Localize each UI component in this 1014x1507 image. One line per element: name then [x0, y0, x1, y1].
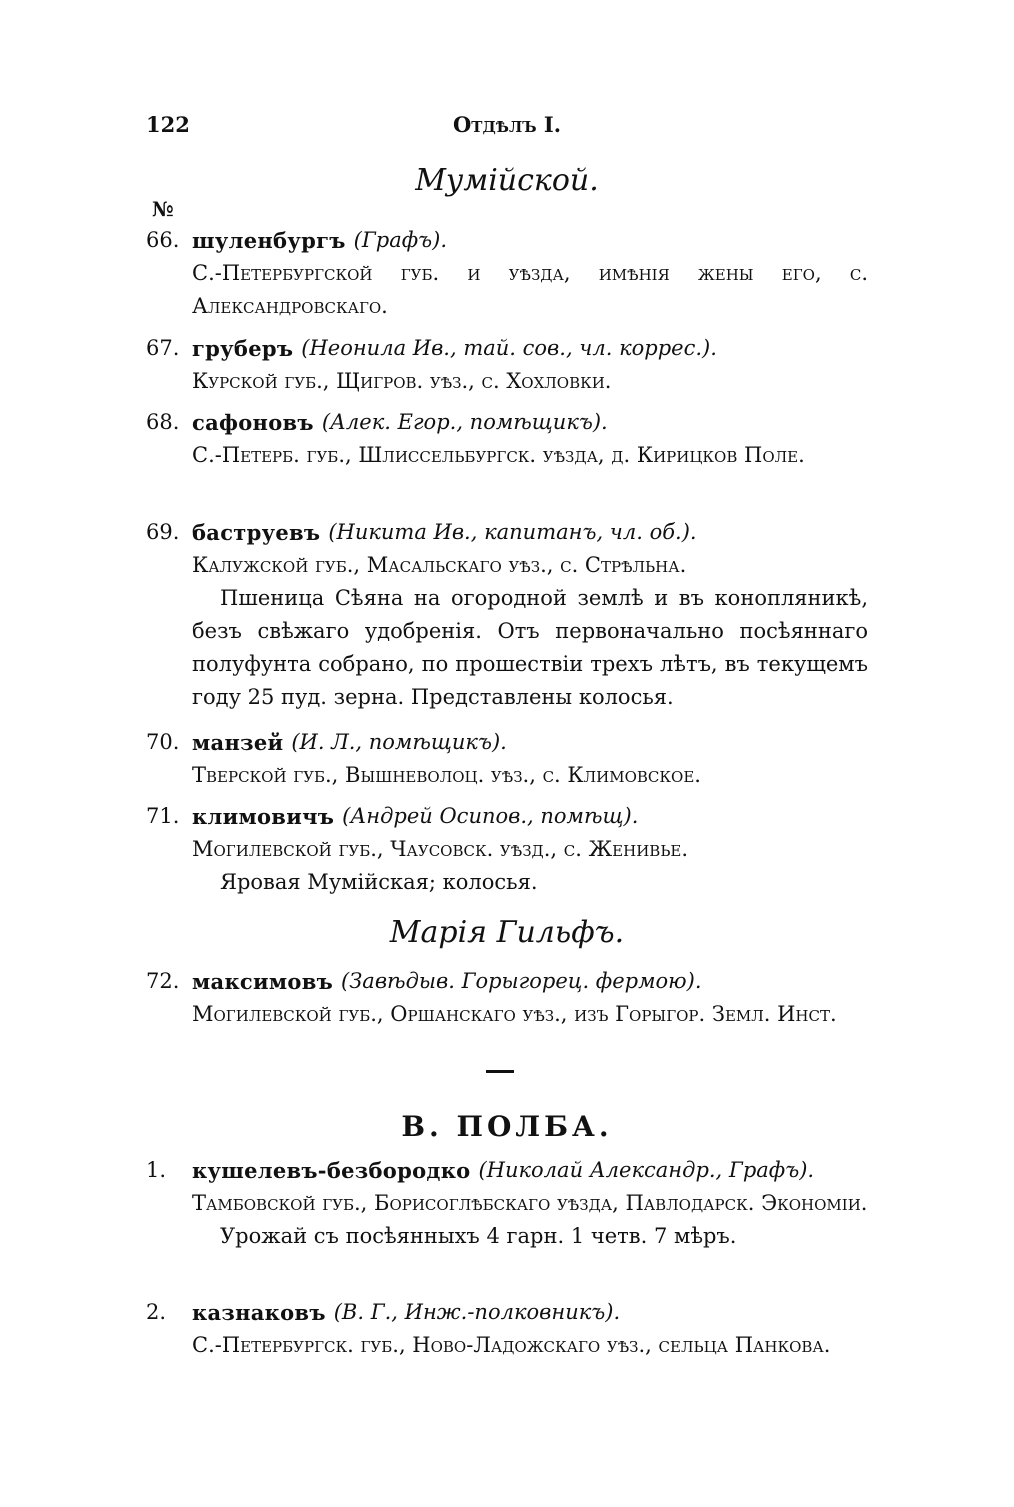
entry-70: [146, 726, 868, 792]
entry-location: С.-Петербургск. губ., Ново-Ладожскаго уѣз., сельца Панкова.: [192, 1333, 831, 1357]
subheading-maria-gilf: Марія Гильфъ.: [389, 915, 625, 950]
entry-name: сафоновъ: [192, 410, 314, 435]
entry-68: [146, 406, 868, 472]
entry-details: (В. Г., Инж.-полковникъ).: [333, 1300, 621, 1324]
entry-number: 66.: [146, 228, 180, 252]
entry-location: Тверской губ., Вышневолоц. уѣз., с. Климовское.: [192, 763, 701, 787]
entry-67: [146, 332, 868, 398]
entry-note: Яровая Мумійская; колосья.: [220, 870, 538, 894]
entry-name: казнаковъ: [192, 1300, 326, 1325]
entry-details: (Алек. Егор., помѣщикъ).: [321, 410, 608, 434]
entry-location: С.-Петербургской губ. и уѣзда, имѣнія жены его, с. Александровскаго.: [192, 261, 868, 318]
entry-note: Пшеница Сѣяна на огородной землѣ и въ конопляникѣ, безъ свѣжаго удобренія. Отъ первоначально посѣяннаго полуфунта собрано, по прошествіи трехъ лѣтъ, въ текущемъ году 25 пуд. зерна. Представлены колосья.: [192, 586, 868, 709]
entry-number: 2.: [146, 1300, 167, 1324]
entry-note: Урожай съ посѣянныхъ 4 гарн. 1 четв. 7 мѣръ.: [220, 1224, 737, 1248]
entry-details: (Завѣдыв. Горыгорец. фермою).: [341, 969, 702, 993]
entry-number: 67.: [146, 336, 180, 360]
entry-location: Тамбовской губ., Борисоглѣбскаго уѣзда, Павлодарск. Экономіи.: [192, 1191, 868, 1215]
entry-name: манзей: [192, 730, 284, 755]
entry-66: [146, 224, 868, 323]
section-divider: [486, 1070, 514, 1073]
entry-name: груберъ: [192, 336, 294, 361]
entry-details: (И. Л., помѣщикъ).: [291, 730, 507, 754]
entry-b2: [146, 1296, 868, 1362]
entry-location: Калужской губ., Масальскаго уѣз., с. Стрѣльна.: [192, 553, 687, 577]
entry-name: климовичъ: [192, 804, 335, 829]
entry-details: (Графъ).: [353, 228, 448, 252]
entry-location: Могилевской губ., Чаусовск. уѣзд., с. Женивье.: [192, 837, 689, 861]
entry-name: шуленбургъ: [192, 228, 346, 253]
section-header: Отдѣлъ I.: [453, 112, 562, 137]
entry-number: 71.: [146, 804, 180, 828]
entry-details: (Андрей Осипов., помѣщ).: [342, 804, 639, 828]
entry-details: (Неонила Ив., тай. сов., чл. коррес.).: [301, 336, 717, 360]
entry-details: (Никита Ив., капитанъ, чл. об.).: [328, 520, 697, 544]
entry-name: кушелевъ-безбородко: [192, 1158, 471, 1183]
entry-number: 1.: [146, 1158, 167, 1182]
entry-location: Могилевской губ., Оршанскаго уѣз., изъ Горыгор. Земл. Инст.: [192, 1002, 837, 1026]
numero-label: №: [152, 197, 174, 221]
entry-69: [146, 516, 868, 714]
entry-72: [146, 965, 868, 1031]
entry-location: С.-Петерб. губ., Шлиссельбургск. уѣзда, д. Кирицков Поле.: [192, 443, 805, 467]
page-number: 122: [146, 112, 190, 137]
entry-details: (Николай Александр., Графъ).: [478, 1158, 815, 1182]
entry-71: [146, 800, 868, 899]
section-b-heading: В. ПОЛБА.: [401, 1110, 613, 1143]
entry-number: 68.: [146, 410, 180, 434]
entry-number: 72.: [146, 969, 180, 993]
entry-number: 69.: [146, 520, 180, 544]
entry-number: 70.: [146, 730, 180, 754]
entry-b1: [146, 1154, 868, 1253]
subheading-mumiiskoi: Мумійской.: [415, 163, 599, 198]
entry-name: баструевъ: [192, 520, 321, 545]
entry-name: максимовъ: [192, 969, 334, 994]
entry-location: Курской губ., Щигров. уѣз., с. Хохловки.: [192, 369, 612, 393]
